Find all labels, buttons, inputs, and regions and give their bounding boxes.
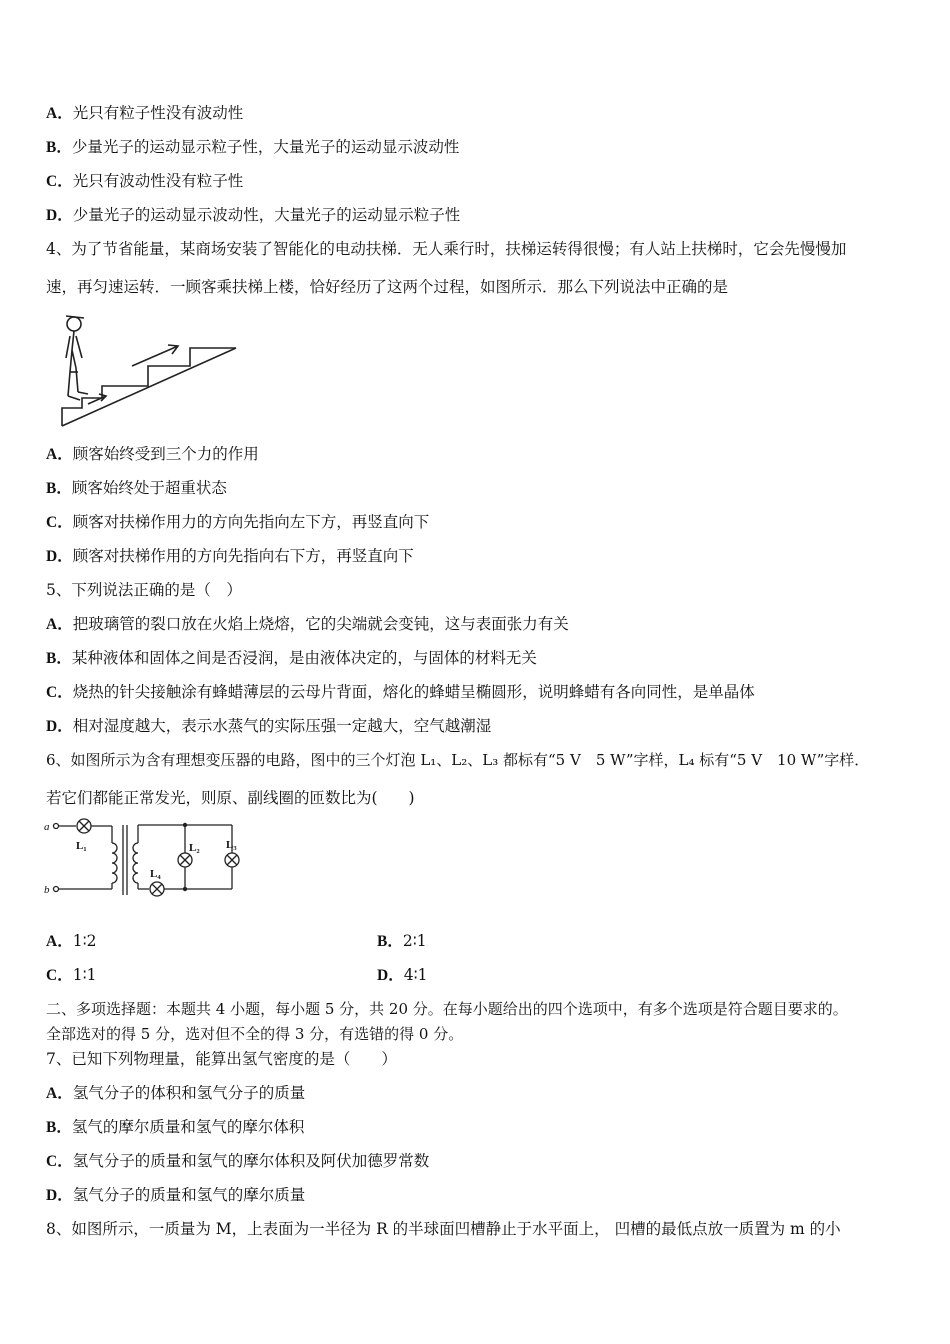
q4-option-a: A．顾客始终受到三个力的作用	[46, 445, 259, 463]
q7-stem: 7、已知下列物理量，能算出氢气密度的是（ ）	[46, 1050, 397, 1068]
q4-stem-line1: 4、为了节省能量，某商场安装了智能化的电动扶梯．无人乘行时，扶梯运转得很慢；有人站上扶梯时，它会先慢慢加	[46, 240, 847, 258]
q6-stem-line2: 若它们都能正常发光，则原、副线圈的匝数比为( )	[46, 789, 415, 807]
q5-option-a: A．把玻璃管的裂口放在火焰上烧熔，它的尖端就会变钝，这与表面张力有关	[46, 615, 569, 633]
q6-option-d: D．4∶1	[377, 966, 428, 984]
q4-stem-line2: 速，再匀速运转．一顾客乘扶梯上楼，恰好经历了这两个过程，如图所示．那么下列说法中正确的是	[46, 278, 729, 296]
section2-line2: 全部选对的得 5 分，选对但不全的得 3 分，有选错的得 0 分。	[46, 1025, 464, 1043]
escalator-figure	[58, 310, 243, 432]
q4-option-d: D．顾客对扶梯作用的方向先指向右下方，再竖直向下	[46, 547, 414, 565]
q7-option-b: B．氢气的摩尔质量和氢气的摩尔体积	[46, 1118, 305, 1136]
terminal-a-label: a	[44, 821, 50, 833]
q5-stem: 5、下列说法正确的是（ ）	[46, 581, 242, 599]
lamp-l4-label: L₄	[150, 868, 161, 880]
q3-option-d: D．少量光子的运动显示波动性，大量光子的运动显示粒子性	[46, 206, 461, 224]
q4-option-b: B．顾客始终处于超重状态	[46, 479, 227, 497]
lamp-l1-label: L₁	[76, 840, 87, 852]
lamp-l2-label: L₂	[189, 842, 200, 854]
transformer-circuit-figure	[42, 815, 252, 905]
q6-option-b: B．2∶1	[377, 932, 427, 950]
q7-option-d: D．氢气分子的质量和氢气的摩尔质量	[46, 1186, 306, 1204]
q6-stem-line1: 6、如图所示为含有理想变压器的电路，图中的三个灯泡 L₁、L₂、L₃ 都标有“5 V 5 W”字样，L₄ 标有“5 V 10 W”字样．	[46, 751, 870, 769]
q4-option-c: C．顾客对扶梯作用力的方向先指向左下方，再竖直向下	[46, 513, 430, 531]
q6-option-a: A．1∶2	[46, 932, 97, 950]
q8-stem: 8、如图所示，一质量为 M，上表面为一半径为 R 的半球面凹槽静止于水平面上， 凹槽的最低点放一质置为 m 的小	[46, 1220, 841, 1238]
q5-option-c: C．烧热的针尖接触涂有蜂蜡薄层的云母片背面，熔化的蜂蜡呈椭圆形，说明蜂蜡有各向同性，是单晶体	[46, 683, 755, 701]
q5-option-d: D．相对湿度越大，表示水蒸气的实际压强一定越大，空气越潮湿	[46, 717, 492, 735]
q3-option-b: B．少量光子的运动显示粒子性，大量光子的运动显示波动性	[46, 138, 460, 156]
lamp-l3-label: L₃	[226, 839, 237, 851]
q7-option-a: A．氢气分子的体积和氢气分子的质量	[46, 1084, 306, 1102]
terminal-b-label: b	[44, 884, 50, 896]
q3-option-c: C．光只有波动性没有粒子性	[46, 172, 244, 190]
q6-option-c: C．1∶1	[46, 966, 97, 984]
q5-option-b: B．某种液体和固体之间是否浸润，是由液体决定的，与固体的材料无关	[46, 649, 537, 667]
q7-option-c: C．氢气分子的质量和氢气的摩尔体积及阿伏加德罗常数	[46, 1152, 430, 1170]
section2-line1: 二、多项选择题：本题共 4 小题，每小题 5 分，共 20 分。在每小题给出的四个选项中，有多个选项是符合题目要求的。	[46, 1000, 848, 1018]
q3-option-a: A．光只有粒子性没有波动性	[46, 104, 244, 122]
